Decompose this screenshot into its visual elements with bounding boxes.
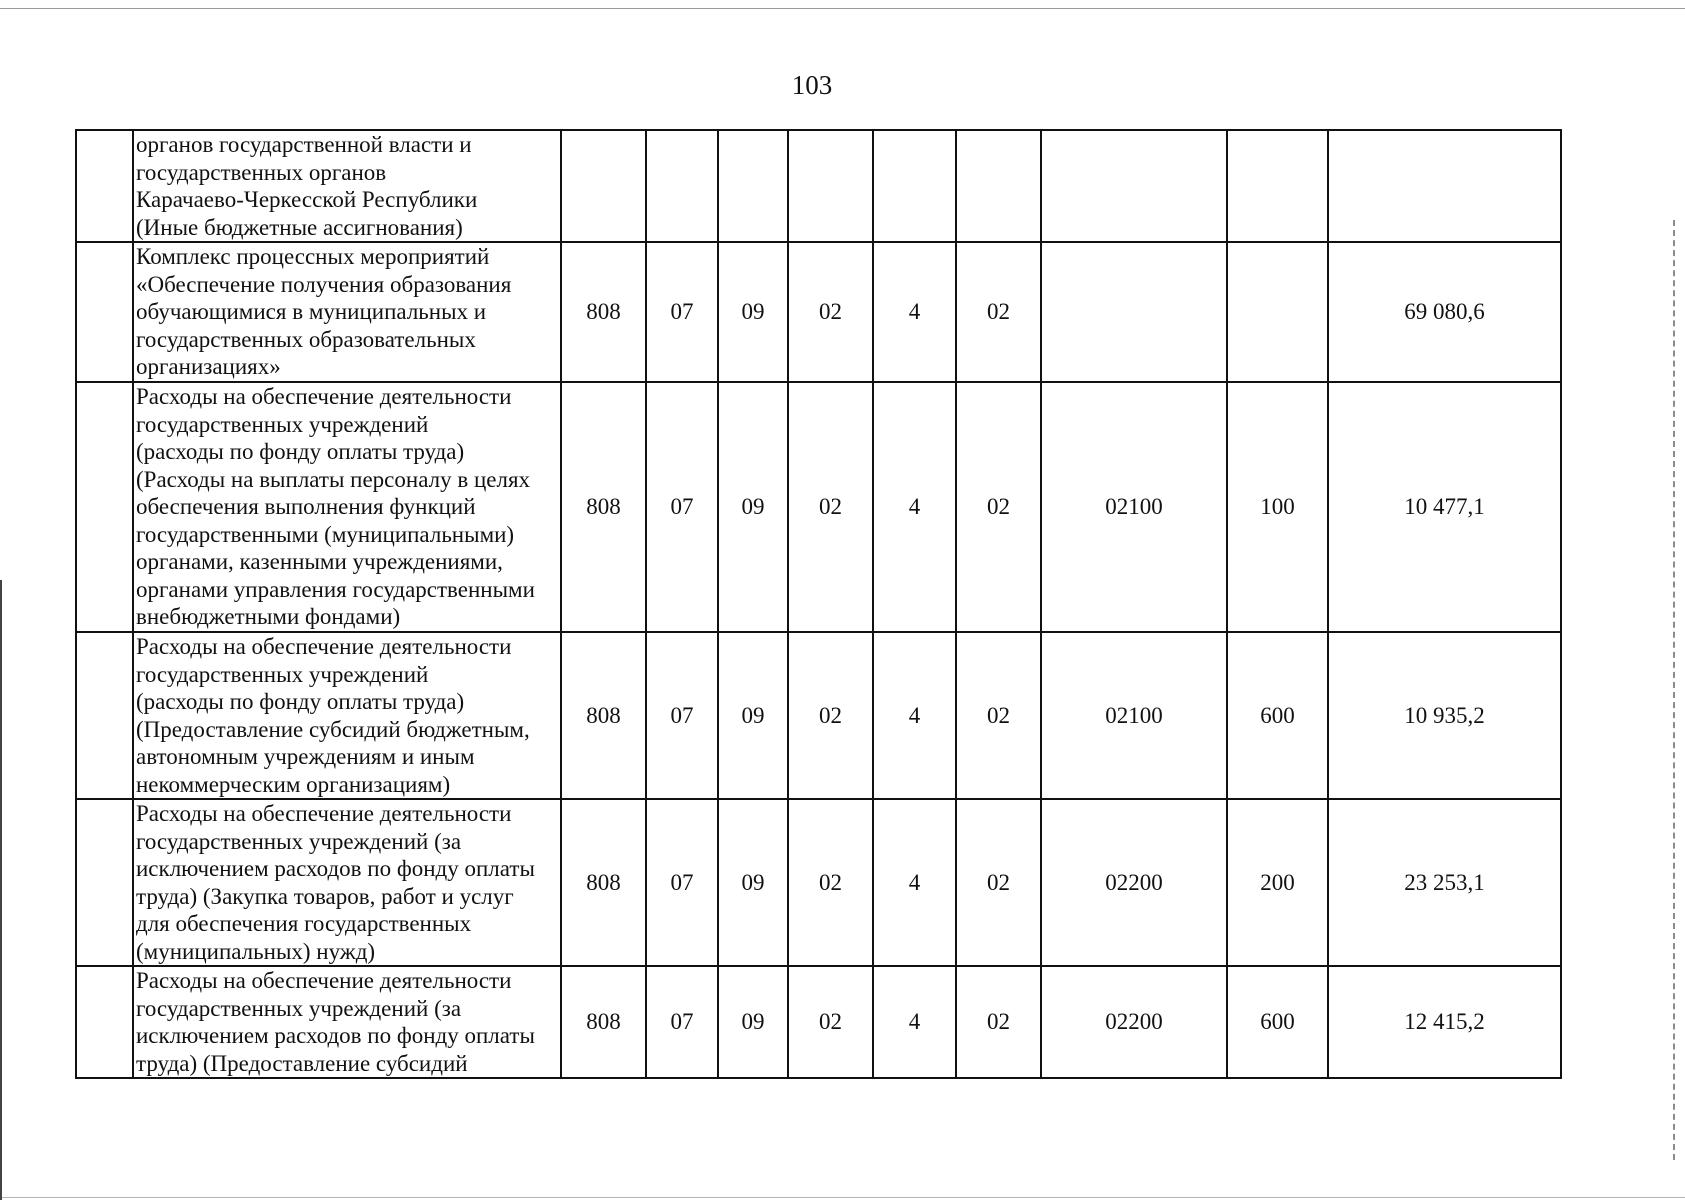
scan-edge-bottom bbox=[0, 1197, 1685, 1198]
description-line: автономным учреждениям и иным bbox=[136, 744, 475, 769]
type-code-cell: 4 bbox=[873, 632, 956, 799]
description-line: внебюджетными фондами) bbox=[136, 604, 401, 629]
activity-code-cell bbox=[956, 130, 1041, 242]
row-number-cell bbox=[76, 382, 133, 632]
description-line: органов государственной власти и bbox=[136, 132, 472, 157]
amount-cell: 69 080,6 bbox=[1328, 242, 1561, 382]
subsection-code-cell: 09 bbox=[718, 382, 788, 632]
expense-type-code-cell: 600 bbox=[1227, 966, 1328, 1078]
description-line: исключением расходов по фонду оплаты bbox=[136, 856, 535, 881]
section-code-cell: 07 bbox=[646, 242, 718, 382]
description-line: труда) (Закупка товаров, работ и услуг bbox=[136, 883, 514, 909]
program-code-cell: 02 bbox=[788, 966, 873, 1078]
description-line: исключением расходов по фонду оплаты bbox=[136, 1023, 535, 1048]
table-row bbox=[76, 382, 1561, 632]
admin-code-cell: 808 bbox=[561, 382, 646, 632]
type-code-cell: 4 bbox=[873, 382, 956, 632]
direction-code-cell: 02200 bbox=[1041, 966, 1227, 1078]
activity-code-cell: 02 bbox=[956, 966, 1041, 1078]
program-code-cell: 02 bbox=[788, 799, 873, 966]
table-row bbox=[76, 242, 1561, 382]
description-line: (Предоставление субсидий бюджетным, bbox=[136, 716, 530, 742]
table-row bbox=[76, 966, 1561, 1078]
subsection-code-cell bbox=[718, 130, 788, 242]
table-row bbox=[76, 799, 1561, 966]
budget-table bbox=[75, 129, 1562, 1079]
scan-edge-left bbox=[0, 580, 2, 1200]
description-line: государственных учреждений bbox=[136, 661, 429, 687]
description-cell bbox=[133, 242, 561, 382]
subsection-code-cell: 09 bbox=[718, 242, 788, 382]
description-line: некоммерческим организациям) bbox=[136, 771, 451, 797]
description-line: труда) (Предоставление субсидий bbox=[136, 1050, 468, 1076]
description-cell bbox=[133, 130, 561, 242]
description-line: государственных учреждений bbox=[136, 411, 429, 437]
description-line: Расходы на обеспечение деятельности bbox=[136, 384, 512, 409]
section-code-cell bbox=[646, 130, 718, 242]
row-number-cell bbox=[76, 799, 133, 966]
admin-code-cell: 808 bbox=[561, 632, 646, 799]
amount-cell: 10 477,1 bbox=[1328, 382, 1561, 632]
subsection-code-cell: 09 bbox=[718, 799, 788, 966]
row-number-cell bbox=[76, 632, 133, 799]
activity-code-cell: 02 bbox=[956, 382, 1041, 632]
table-row bbox=[76, 632, 1561, 799]
page-number: 103 bbox=[791, 70, 833, 100]
type-code-cell: 4 bbox=[873, 799, 956, 966]
amount-cell bbox=[1328, 130, 1561, 242]
description-cell bbox=[133, 799, 561, 966]
expense-type-code-cell: 600 bbox=[1227, 632, 1328, 799]
amount-cell: 23 253,1 bbox=[1328, 799, 1561, 966]
subsection-code-cell: 09 bbox=[718, 632, 788, 799]
program-code-cell: 02 bbox=[788, 382, 873, 632]
row-number-cell bbox=[76, 130, 133, 242]
expense-type-code-cell bbox=[1227, 242, 1328, 382]
expense-type-code-cell bbox=[1227, 130, 1328, 242]
row-number-cell bbox=[76, 966, 133, 1078]
description-line: обучающимися в муниципальных и bbox=[136, 299, 487, 324]
admin-code-cell bbox=[561, 130, 646, 242]
description-line: государственных учреждений (за bbox=[136, 828, 462, 854]
description-line: организациях» bbox=[136, 354, 281, 379]
description-line: (Расходы на выплаты персоналу в целях bbox=[136, 466, 531, 492]
direction-code-cell bbox=[1041, 242, 1227, 382]
description-cell bbox=[133, 382, 561, 632]
program-code-cell bbox=[788, 130, 873, 242]
description-line: Комплекс процессных мероприятий bbox=[136, 244, 490, 269]
description-line: государственных учреждений (за bbox=[136, 995, 462, 1021]
description-cell bbox=[133, 966, 561, 1078]
scan-edge-top bbox=[0, 8, 1685, 9]
description-line: «Обеспечение получения образования bbox=[136, 271, 512, 297]
description-line: (расходы по фонду оплаты труда) bbox=[136, 439, 465, 464]
program-code-cell: 02 bbox=[788, 242, 873, 382]
direction-code-cell: 02100 bbox=[1041, 382, 1227, 632]
description-line: Расходы на обеспечение деятельности bbox=[136, 801, 512, 826]
direction-code-cell bbox=[1041, 130, 1227, 242]
row-number-cell bbox=[76, 242, 133, 382]
activity-code-cell: 02 bbox=[956, 632, 1041, 799]
admin-code-cell: 808 bbox=[561, 966, 646, 1078]
description-line: государственными (муниципальными) bbox=[136, 521, 515, 547]
description-line: государственных образовательных bbox=[136, 326, 476, 352]
expense-type-code-cell: 100 bbox=[1227, 382, 1328, 632]
type-code-cell: 4 bbox=[873, 242, 956, 382]
section-code-cell: 07 bbox=[646, 632, 718, 799]
admin-code-cell: 808 bbox=[561, 799, 646, 966]
description-line: Расходы на обеспечение деятельности bbox=[136, 634, 512, 659]
description-line: (муниципальных) нужд) bbox=[136, 938, 376, 964]
description-line: (Иные бюджетные ассигнования) bbox=[136, 214, 463, 240]
type-code-cell: 4 bbox=[873, 966, 956, 1078]
section-code-cell: 07 bbox=[646, 966, 718, 1078]
description-line: органами, казенными учреждениями, bbox=[136, 549, 503, 574]
section-code-cell: 07 bbox=[646, 799, 718, 966]
description-cell bbox=[133, 632, 561, 799]
expense-type-code-cell: 200 bbox=[1227, 799, 1328, 966]
description-line: Карачаево-Черкесской Республики bbox=[136, 187, 478, 212]
description-line: обеспечения выполнения функций bbox=[136, 494, 476, 519]
table-row bbox=[76, 130, 1561, 242]
amount-cell: 10 935,2 bbox=[1328, 632, 1561, 799]
activity-code-cell: 02 bbox=[956, 799, 1041, 966]
subsection-code-cell: 09 bbox=[718, 966, 788, 1078]
direction-code-cell: 02100 bbox=[1041, 632, 1227, 799]
description-line: (расходы по фонду оплаты труда) bbox=[136, 689, 465, 714]
description-line: для обеспечения государственных bbox=[136, 911, 472, 936]
direction-code-cell: 02200 bbox=[1041, 799, 1227, 966]
amount-cell: 12 415,2 bbox=[1328, 966, 1561, 1078]
description-line: государственных органов bbox=[136, 159, 387, 185]
program-code-cell: 02 bbox=[788, 632, 873, 799]
description-line: Расходы на обеспечение деятельности bbox=[136, 968, 512, 993]
activity-code-cell: 02 bbox=[956, 242, 1041, 382]
type-code-cell bbox=[873, 130, 956, 242]
section-code-cell: 07 bbox=[646, 382, 718, 632]
scan-edge-right bbox=[1673, 220, 1675, 1160]
admin-code-cell: 808 bbox=[561, 242, 646, 382]
description-line: органами управления государственными bbox=[136, 576, 535, 602]
